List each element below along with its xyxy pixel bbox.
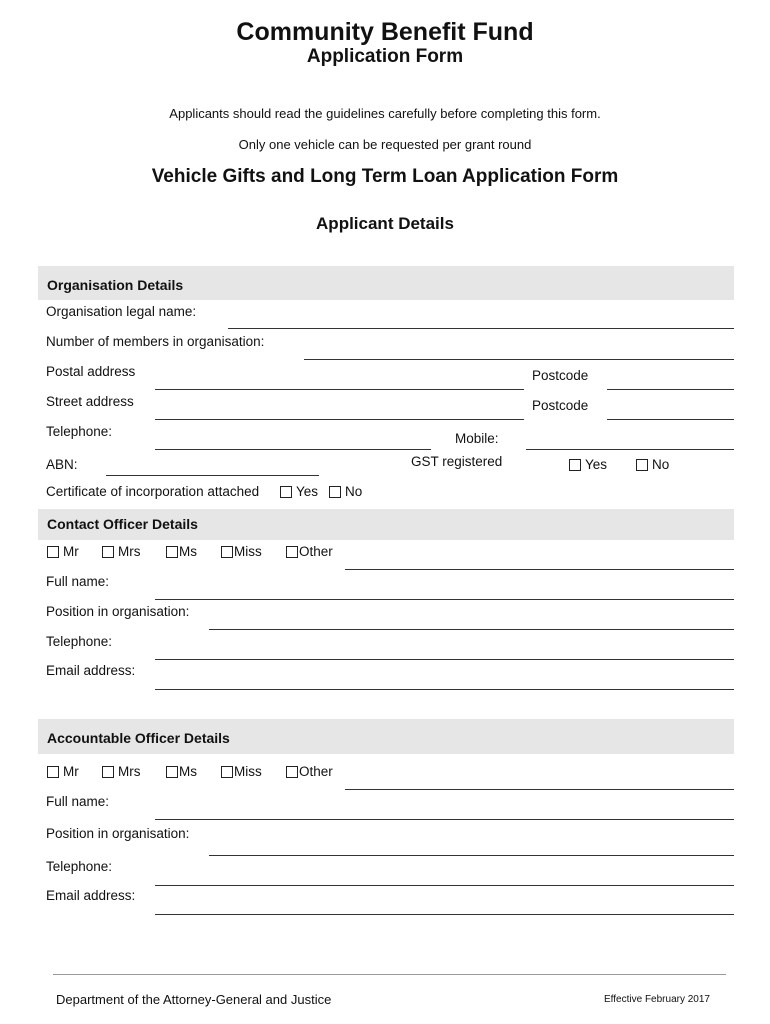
certificate-label: Certificate of incorporation attached (46, 484, 260, 499)
abn-field[interactable] (106, 475, 319, 476)
street-postcode-field[interactable] (607, 419, 734, 420)
form-title: Vehicle Gifts and Long Term Loan Application Form (151, 166, 619, 187)
abn-label: ABN: (46, 457, 78, 472)
accountable-title-mrs[interactable]: Mrs (102, 764, 141, 779)
contact-ms-checkbox[interactable] (166, 546, 178, 558)
contact-officer-heading: Contact Officer Details (38, 509, 734, 540)
contact-email-field[interactable] (155, 689, 734, 690)
accountable-officer-heading: Accountable Officer Details (38, 719, 734, 754)
accountable-position-field[interactable] (209, 855, 734, 856)
contact-telephone-field[interactable] (155, 659, 734, 660)
mobile-label: Mobile: (455, 431, 499, 446)
accountable-position-label: Position in organisation: (46, 826, 190, 841)
contact-title-ms[interactable]: Ms (166, 544, 197, 559)
postal-postcode-label: Postcode (532, 368, 589, 383)
gst-label: GST registered (411, 454, 503, 469)
accountable-miss-checkbox[interactable] (221, 766, 233, 778)
gst-no-option[interactable]: No (636, 457, 669, 472)
contact-mr-checkbox[interactable] (47, 546, 59, 558)
contact-miss-checkbox[interactable] (221, 546, 233, 558)
contact-email-label: Email address: (46, 663, 136, 678)
telephone-label: Telephone: (46, 424, 113, 439)
contact-other-checkbox[interactable] (286, 546, 298, 558)
street-address-field[interactable] (155, 419, 524, 420)
accountable-title-miss[interactable]: Miss (221, 764, 262, 779)
street-address-label: Street address (46, 394, 134, 409)
contact-title-mrs[interactable]: Mrs (102, 544, 141, 559)
contact-full-name-field[interactable] (155, 599, 734, 600)
contact-title-miss[interactable]: Miss (221, 544, 262, 559)
organisation-heading: Organisation Details (38, 266, 734, 300)
contact-position-label: Position in organisation: (46, 604, 190, 619)
members-field[interactable] (304, 359, 734, 360)
guidelines-note: Applicants should read the guidelines carefully before completing this form. (169, 106, 601, 121)
contact-title-other[interactable]: Other (286, 544, 333, 559)
gst-yes-option[interactable]: Yes (569, 457, 607, 472)
footer-divider (53, 974, 726, 975)
members-label: Number of members in organisation: (46, 334, 265, 349)
document-title: Community Benefit Fund (236, 18, 534, 46)
certificate-no-option[interactable]: No (329, 484, 362, 499)
accountable-email-label: Email address: (46, 888, 136, 903)
accountable-other-field[interactable] (345, 789, 734, 790)
accountable-mr-checkbox[interactable] (47, 766, 59, 778)
vehicle-note: Only one vehicle can be requested per grant round (238, 137, 532, 152)
accountable-telephone-label: Telephone: (46, 859, 113, 874)
contact-title-mr[interactable]: Mr (47, 544, 79, 559)
accountable-other-checkbox[interactable] (286, 766, 298, 778)
contact-other-field[interactable] (345, 569, 734, 570)
accountable-title-other[interactable]: Other (286, 764, 333, 779)
postal-postcode-field[interactable] (607, 389, 734, 390)
footer-effective-date: Effective February 2017 (604, 994, 710, 1005)
certificate-yes-option[interactable]: Yes (280, 484, 318, 499)
contact-full-name-label: Full name: (46, 574, 110, 589)
contact-position-field[interactable] (209, 629, 734, 630)
accountable-title-ms[interactable]: Ms (166, 764, 197, 779)
gst-yes-checkbox[interactable] (569, 459, 581, 471)
footer-department: Department of the Attorney-General and Justice (56, 992, 332, 1007)
contact-telephone-label: Telephone: (46, 634, 113, 649)
certificate-yes-checkbox[interactable] (280, 486, 292, 498)
accountable-title-mr[interactable]: Mr (47, 764, 79, 779)
legal-name-label: Organisation legal name: (46, 304, 197, 319)
accountable-ms-checkbox[interactable] (166, 766, 178, 778)
accountable-email-field[interactable] (155, 914, 734, 915)
accountable-mrs-checkbox[interactable] (102, 766, 114, 778)
certificate-no-checkbox[interactable] (329, 486, 341, 498)
street-postcode-label: Postcode (532, 398, 589, 413)
postal-address-label: Postal address (46, 364, 136, 379)
accountable-telephone-field[interactable] (155, 885, 734, 886)
accountable-full-name-label: Full name: (46, 794, 110, 809)
legal-name-field[interactable] (228, 328, 734, 329)
mobile-field[interactable] (526, 449, 734, 450)
accountable-full-name-field[interactable] (155, 819, 734, 820)
gst-no-checkbox[interactable] (636, 459, 648, 471)
section-title: Applicant Details (316, 214, 454, 233)
document-subtitle: Application Form (306, 46, 464, 67)
postal-address-field[interactable] (155, 389, 524, 390)
contact-mrs-checkbox[interactable] (102, 546, 114, 558)
telephone-field[interactable] (155, 449, 431, 450)
